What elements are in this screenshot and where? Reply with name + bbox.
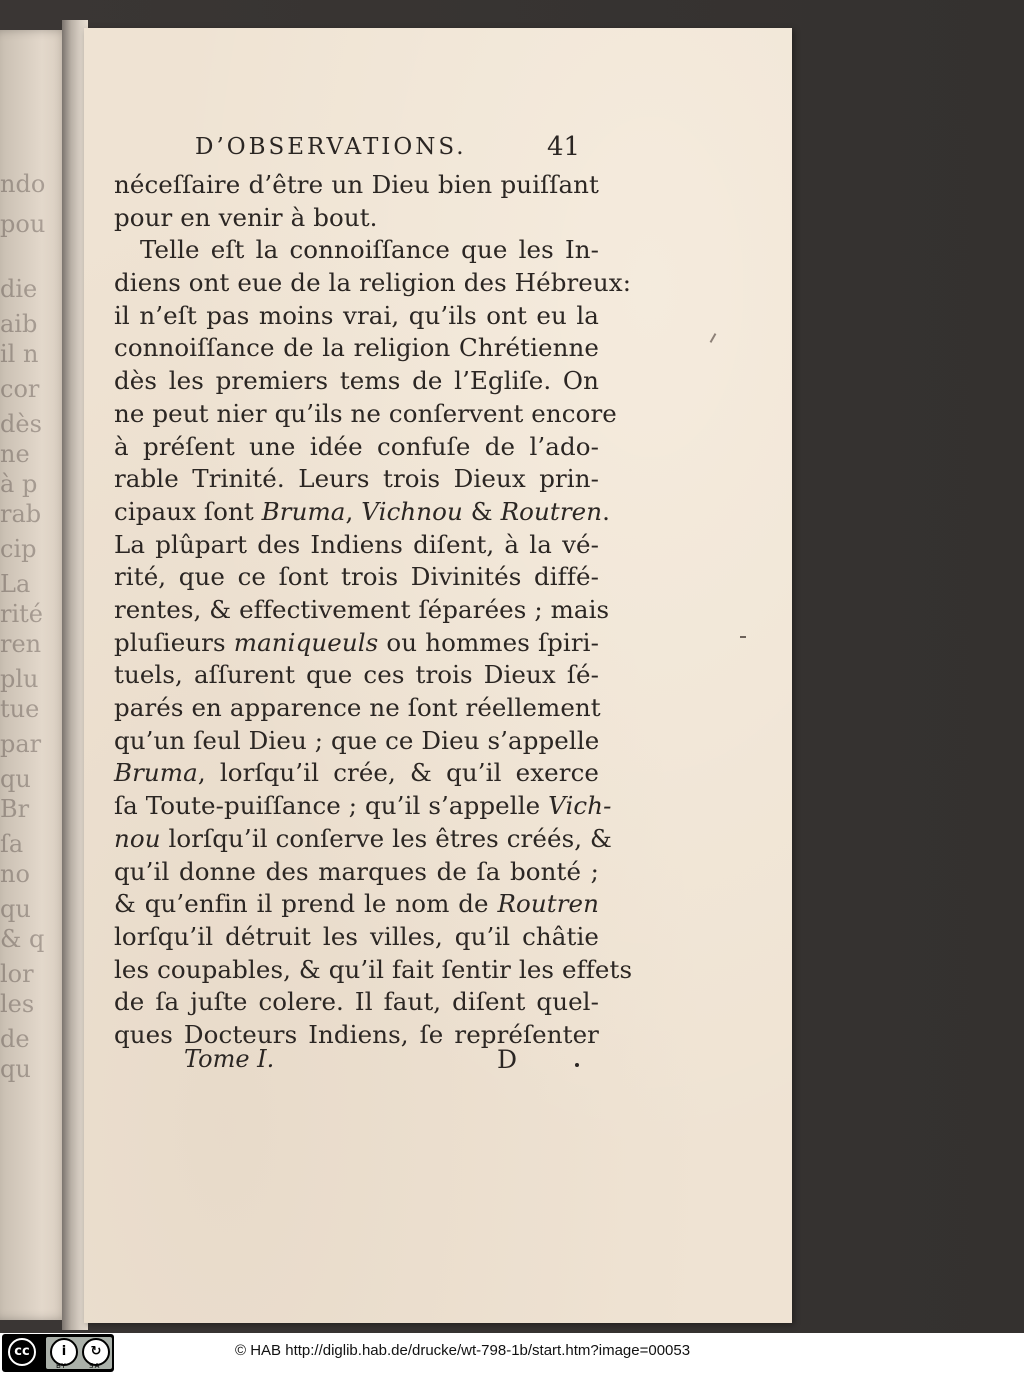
by-label: BY	[56, 1362, 67, 1370]
page-number: 41	[547, 132, 581, 162]
paper-mark	[710, 333, 717, 343]
text-line: diens ont eue de la religion des Hébreux:	[114, 268, 632, 297]
text-line: rité, que ce ſont trois Divinités diffé-	[114, 562, 599, 591]
text-line: ques Docteurs Indiens, ſe repréſenter	[114, 1020, 599, 1049]
text-line: qu’un ſeul Dieu ; que ce Dieu s’appelle	[114, 726, 600, 755]
text-line: Telle eſt la connoiſſance que les In-	[140, 235, 599, 264]
paper-mark	[575, 1063, 579, 1067]
text-line: pour en venir à bout.	[114, 203, 378, 232]
license-terms	[46, 1337, 112, 1369]
text-line: cipaux ſont Bruma, Vichnou & Routren	[114, 497, 603, 526]
sa-label: SA	[89, 1362, 101, 1370]
text-line: tuels, aſſurent que ces trois Dieux ſé-	[114, 660, 599, 689]
running-head: D’OBSERVATIONS.	[195, 134, 467, 160]
text-line: ne peut nier qu’ils ne conſervent encore	[114, 399, 617, 428]
text-line: nou lorſqu’il conſerve les êtres créés, &	[114, 824, 612, 853]
text-line: il n’eſt pas moins vrai, qu’ils ont eu la	[114, 301, 599, 330]
paper-mark	[740, 636, 746, 638]
text-line: La plûpart des Indiens diſent, à la vé-	[114, 530, 599, 559]
text-line: & qu’enfin il prend le nom de Routren	[114, 889, 599, 918]
previous-page-edge: ndo pou die aib il n cor dès ne à p rab cip La rité ren plu tue par qu Br ſa no qu & q lor les de qu	[0, 30, 70, 1320]
volume-label: Tome I.	[184, 1045, 275, 1073]
signature-mark: D	[497, 1045, 518, 1074]
text-line: néceſſaire d’être un Dieu bien puiſſant	[114, 170, 599, 199]
text-line: lorſqu’il détruit les villes, qu’il châtie	[114, 922, 599, 951]
text-line: rable Trinité. Leurs trois Dieux prin-	[114, 464, 599, 493]
text-line: qu’il donne des marques de ſa bonté ;	[114, 857, 599, 886]
attribution-icon: i	[50, 1338, 78, 1366]
copyright-link[interactable]: © HAB http://diglib.hab.de/drucke/wt-798-1b/start.htm?image=00053	[235, 1342, 691, 1359]
cc-license-badge[interactable]	[2, 1334, 114, 1372]
text-line: les coupables, & qu’il fait ſentir les effets	[114, 955, 633, 984]
text-line: à préſent une idée confuſe de l’ado-	[114, 432, 599, 461]
text-line: parés en apparence ne ſont réellement	[114, 693, 601, 722]
share-alike-icon: ↻	[82, 1338, 110, 1366]
text-line: Bruma, lorſqu’il crée, & qu’il exerce	[114, 758, 599, 787]
text-line: de ſa juſte colere. Il faut, diſent quel-	[114, 987, 599, 1016]
text-line: dès les premiers tems de l’Egliſe. On	[114, 366, 599, 395]
text-line: ſa Toute-puiſſance ; qu’il s’appelle Vich-	[114, 791, 612, 820]
cc-icon: cc	[8, 1338, 36, 1366]
text-line: pluſieurs maniqueuls ou hommes ſpiri-	[114, 628, 599, 657]
text-line: connoiſſance de la religion Chrétienne	[114, 333, 599, 362]
text-line: rentes, & effectivement ſéparées ; mais	[114, 595, 610, 624]
